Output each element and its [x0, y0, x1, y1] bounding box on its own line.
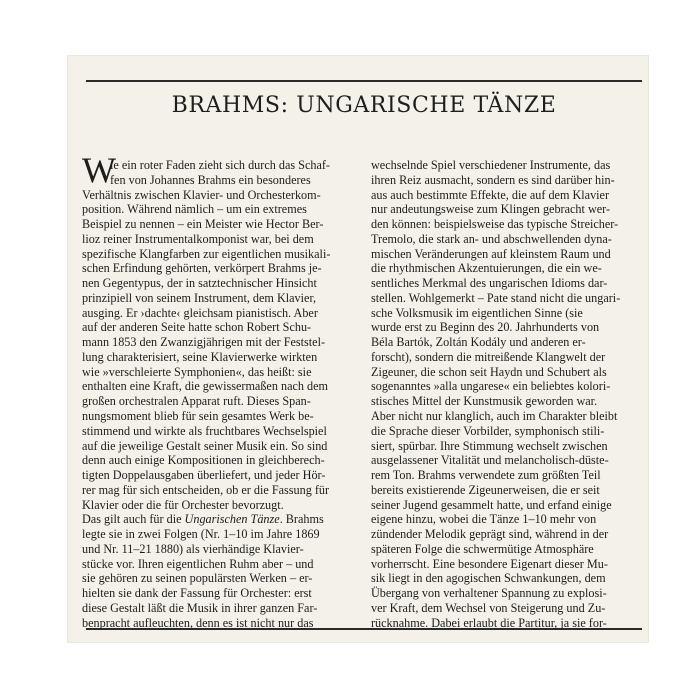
text-line: ausging. Er ›dachte‹ gleichsam pianistisch. Aber: [82, 305, 318, 320]
text-line: enthalten eine Kraft, die gewissermaßen nach dem: [82, 379, 329, 394]
text-line: vorherrscht. Eine besondere Eigenart dieser Mu-: [371, 556, 608, 571]
text-line: siert, spürbar. Ihre Stimmung wechselt zwischen: [371, 438, 608, 453]
text-line: ausgelassener Vitalität und melancholisch-düste-: [371, 453, 609, 468]
work-title-italic: Ungarischen Tänze: [184, 512, 280, 527]
text-line: ver Kraft, dem Wechsel von Steigerung und Zu-: [371, 600, 606, 615]
text-line: bereits existierende Zigeunerweisen, die er seit: [371, 482, 600, 497]
text-line: stellen. Wohlgemerkt – Pate stand nicht die ungari-: [371, 290, 621, 305]
text-line-start: Das gilt auch für die: [82, 512, 185, 527]
text-line: den können: beispielsweise das typische Streicher-: [371, 217, 619, 232]
text-line: nungsmoment blieb für sein gesamtes Werk be-: [82, 409, 314, 424]
text-line: Zigeuner, die schon seit Haydn und Schubert als: [371, 364, 607, 379]
text-line: schen Erfindung gehörten, verkörpert Brahms je-: [82, 261, 322, 276]
text-line: sik liegt in den agogischen Schwankungen, dem: [371, 571, 606, 586]
top-rule: [86, 80, 642, 82]
text-line: Übergang von verhaltener Spannung zu explosi-: [371, 586, 607, 601]
left-text-column: [82, 158, 354, 631]
text-line: ie ein roter Faden zieht sich durch das Schaf-: [110, 158, 330, 172]
text-line: fen von Johannes Brahms ein besonderes: [110, 172, 311, 187]
text-line: sogenanntes »alla ungarese« ein beliebtes kolori-: [371, 379, 611, 394]
text-line: rücknahme. Dabei erlaubt die Partitur, ja sie for-: [371, 615, 607, 630]
text-line: späteren Folge die schwermütige Atmosphäre: [371, 541, 594, 556]
text-line: stücke vor. Ihren eigentlichen Ruhm aber – und: [82, 556, 314, 571]
text-line: sie gehören zu seinen populärsten Werken – er-: [82, 571, 313, 586]
text-line: auf die jeweilige Gestalt seiner Musik ein. So sind: [82, 438, 328, 453]
text-line: mischen Veränderungen auf kleinstem Raum und: [371, 246, 611, 261]
text-line: Tremolo, die stark an- und abschwellenden dyna-: [371, 231, 612, 246]
text-line: ihren Reiz ausmacht, sondern es sind darüber hin-: [371, 172, 615, 187]
text-line: Klavier oder die für Orchester bevorzugt.: [82, 497, 284, 512]
text-line: sentliches Merkmal des ungarischen Idioms dar-: [371, 276, 608, 291]
text-line-end: . Brahms: [279, 512, 324, 527]
text-line: stisches Mittel der Kunstmusik geworden war.: [371, 394, 598, 409]
text-line: diese Gestalt läßt die Musik in ihrer ganzen Far-: [82, 600, 318, 615]
page-title: BRAHMS: UNGARISCHE TÄNZE: [171, 93, 557, 118]
text-line: spezifische Klangfarben zur eigentlichen musikali-: [82, 246, 331, 261]
text-line: hielten sie dank der Fassung für Orchester: erst: [82, 586, 312, 601]
text-line: wurde erst zu Beginn des 20. Jahrhunderts von: [371, 320, 600, 335]
text-line: lioz reiner Instrumentalkomponist war, bei dem: [82, 231, 314, 246]
text-line: sche Volksmusik im eigentlichen Sinne (sie: [371, 305, 583, 320]
text-line: Beispiel zu nennen – ein Meister wie Hector Ber-: [82, 217, 324, 232]
text-line: tigten Doppelausgaben überliefert, und jeder Hör-: [82, 468, 326, 483]
right-text-column: [371, 158, 642, 631]
text-line: Béla Bartók, Zoltán Kodály und anderen er-: [371, 335, 586, 350]
text-line: nur andeutungsweise zum Klingen gebracht wer-: [371, 202, 611, 217]
text-line: wechselnde Spiel verschiedener Instrumente, das: [371, 158, 611, 172]
text-line: prinzipiell von seinem Instrument, dem Klavier,: [82, 290, 317, 305]
text-line: auf der anderen Seite hatte schon Robert Schu-: [82, 320, 312, 335]
text-line: großen orchestralen Apparat ruft. Dieses Span-: [82, 394, 311, 409]
text-line: denn auch einige Kompositionen in gleichberech-: [82, 453, 325, 468]
text-line: forscht), sondern die mitreißende Klangwelt der: [371, 349, 606, 364]
text-line: mann 1853 den Zwanzigjährigen mit der Feststel-: [82, 335, 326, 350]
text-line: Aber nicht nur klanglich, auch im Charakter bleibt: [371, 409, 618, 424]
text-line: rer mag für sich entscheiden, ob er die Fassung für: [82, 482, 330, 497]
text-line: stimmend und wirkte als fruchtbares Wechselspiel: [82, 423, 327, 438]
text-line: zündender Melodik geprägt sind, während in der: [371, 527, 609, 542]
text-line: legte sie in zwei Folgen (Nr. 1–10 im Jahre 1869: [82, 527, 320, 542]
text-line: die rhythmischen Akzentuierungen, die ein we-: [371, 261, 602, 276]
text-line: die Sprache dieser Vorbilder, symphonisch stili-: [371, 423, 605, 438]
drop-cap-letter: W: [82, 150, 116, 190]
text-line: aus auch bestimmte Effekte, die auf dem Klavier: [371, 187, 610, 202]
text-line: benpracht aufleuchten, denn es ist nicht nur das: [82, 615, 314, 630]
text-line: lung charakterisiert, seine Klavierwerke wirkten: [82, 349, 318, 364]
text-line: wie »verschleierte Symphonien«, das heißt: sie: [82, 364, 312, 379]
text-line: Verhältnis zwischen Klavier- und Orchesterkom-: [82, 187, 321, 202]
text-line: position. Während nämlich – um ein extremes: [82, 202, 307, 217]
text-line: eigene hinzu, wobei die Tänze 1–10 mehr von: [371, 512, 597, 527]
text-line: seiner Jugend gesammelt hatte, und erfand einige: [371, 497, 612, 512]
text-line: und Nr. 11–21 1880) als vierhändige Klavier-: [82, 541, 304, 556]
text-line: rem Ton. Brahms verwendete zum größten Teil: [371, 468, 601, 483]
text-line: [82, 512, 354, 527]
text-line: nen Gegentypus, der in satztechnischer Hinsicht: [82, 276, 317, 291]
